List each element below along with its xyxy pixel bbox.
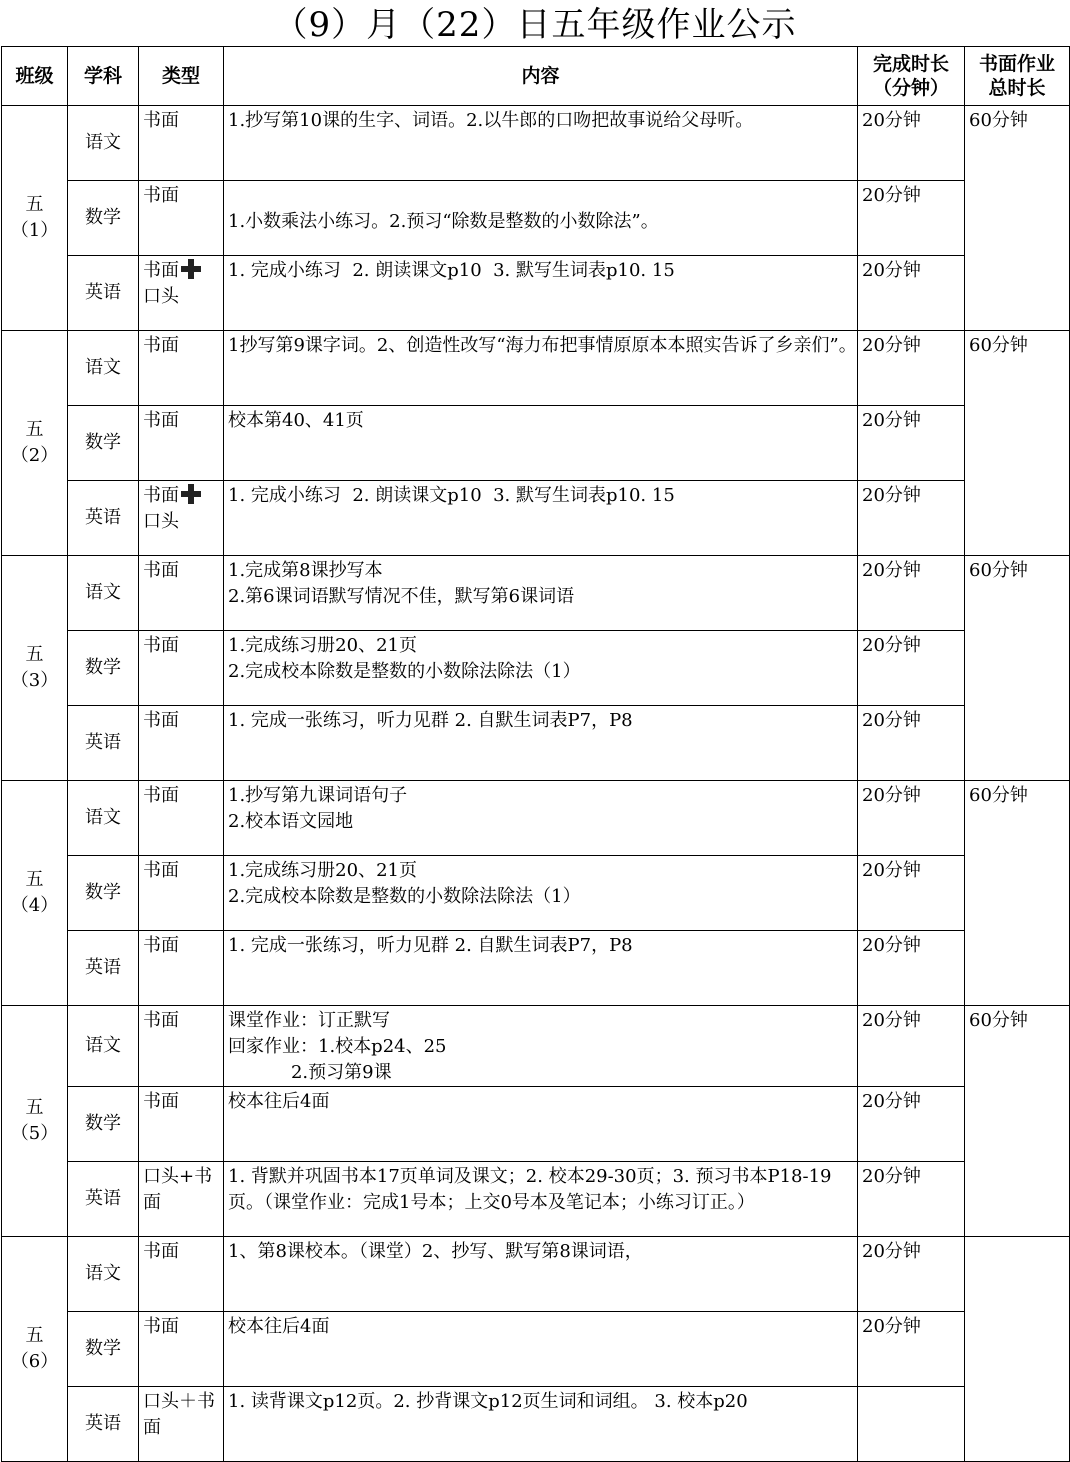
plus-icon <box>181 259 201 279</box>
duration-cell: 20分钟 <box>858 556 965 631</box>
content-cell: 1.抄写第10课的生字、词语。2.以牛郎的口吻把故事说给父母听。 <box>224 106 858 181</box>
table-row <box>2 1312 1070 1387</box>
type-cell: 书面 <box>139 1087 224 1162</box>
content-cell: 课堂作业：订正默写 回家作业：1.校本p24、25 2.预习第9课 <box>224 1006 858 1087</box>
type-cell: 书面 <box>139 706 224 781</box>
class-cell <box>2 331 68 556</box>
subject-cell: 语文 <box>68 331 139 406</box>
table-row <box>2 931 1070 1006</box>
type-cell: 口头+书面 <box>139 1162 224 1237</box>
content-cell: 1. 完成一张练习，听力见群 2. 自默生词表P7，P8 <box>224 706 858 781</box>
header-total <box>965 47 1070 106</box>
subject-cell: 语文 <box>68 1006 139 1087</box>
type-cell <box>139 256 224 331</box>
table-row <box>2 1237 1070 1312</box>
type-cell: 书面 <box>139 331 224 406</box>
table-row <box>2 106 1070 181</box>
subject-cell: 语文 <box>68 781 139 856</box>
content-cell: 1抄写第9课字词。2、创造性改写“海力布把事情原原本本照实告诉了乡亲们”。 <box>224 331 858 406</box>
type-cell: 书面 <box>139 856 224 931</box>
subject-cell: 数学 <box>68 856 139 931</box>
class-number: （5） <box>10 1123 59 1144</box>
class-grade: 五 <box>25 1325 44 1346</box>
header-subject: 学科 <box>68 47 139 106</box>
class-number: （2） <box>10 445 59 466</box>
class-cell <box>2 106 68 331</box>
content-cell: 1.小数乘法小练习。2.预习“除数是整数的小数除法”。 <box>224 181 858 256</box>
content-cell: 1. 完成一张练习，听力见群 2. 自默生词表P7，P8 <box>224 931 858 1006</box>
table-row <box>2 1162 1070 1237</box>
class-grade: 五 <box>25 644 44 665</box>
subject-cell: 英语 <box>68 1162 139 1237</box>
homework-table <box>1 46 1070 1462</box>
header-type: 类型 <box>139 47 224 106</box>
header-class: 班级 <box>2 47 68 106</box>
header-total-line1: 书面作业 <box>978 53 1055 75</box>
type-label: 书面 <box>143 260 179 281</box>
content-cell: 1. 完成小练习 2. 朗读课文p10 3. 默写生词表p10. 15 <box>224 256 858 331</box>
duration-cell: 20分钟 <box>858 631 965 706</box>
type-label-2: 口头 <box>143 511 179 532</box>
class-grade: 五 <box>25 194 44 215</box>
content-cell: 校本往后4面 <box>224 1312 858 1387</box>
type-cell: 书面 <box>139 1006 224 1087</box>
plus-icon <box>181 484 201 504</box>
duration-cell: 20分钟 <box>858 1312 965 1387</box>
duration-cell: 20分钟 <box>858 1237 965 1312</box>
content-cell: 1、第8课校本。（课堂）2、抄写、默写第8课词语， <box>224 1237 858 1312</box>
type-cell: 书面 <box>139 631 224 706</box>
content-cell: 校本第40、41页 <box>224 406 858 481</box>
subject-cell: 数学 <box>68 1087 139 1162</box>
page-title: （9）月（22）日五年级作业公示 <box>273 5 797 45</box>
duration-cell: 20分钟 <box>858 781 965 856</box>
type-cell: 书面 <box>139 406 224 481</box>
table-row <box>2 481 1070 556</box>
class-number: （1） <box>10 220 59 241</box>
subject-cell: 英语 <box>68 256 139 331</box>
subject-cell: 英语 <box>68 481 139 556</box>
content-cell: 1.完成第8课抄写本 2.第6课词语默写情况不佳，默写第6课词语 <box>224 556 858 631</box>
subject-cell: 英语 <box>68 706 139 781</box>
total-cell: 60分钟 <box>965 331 1070 556</box>
header-content: 内容 <box>224 47 858 106</box>
total-cell <box>965 1237 1070 1462</box>
class-grade: 五 <box>25 869 44 890</box>
duration-cell: 20分钟 <box>858 1006 965 1087</box>
table-row <box>2 256 1070 331</box>
table-row <box>2 331 1070 406</box>
duration-cell: 20分钟 <box>858 1087 965 1162</box>
total-cell: 60分钟 <box>965 106 1070 331</box>
content-cell: 1.抄写第九课词语句子 2.校本语文园地 <box>224 781 858 856</box>
header-total-line2: 总时长 <box>988 77 1046 99</box>
duration-cell <box>858 1387 965 1462</box>
class-cell <box>2 781 68 1006</box>
subject-cell: 数学 <box>68 631 139 706</box>
type-cell: 书面 <box>139 106 224 181</box>
header-duration-line2: （分钟） <box>872 77 949 99</box>
header-row <box>2 47 1070 106</box>
table-body <box>2 106 1070 1462</box>
subject-cell: 英语 <box>68 1387 139 1462</box>
header-duration <box>858 47 965 106</box>
duration-cell: 20分钟 <box>858 856 965 931</box>
content-cell: 1. 读背课文p12页。2. 抄背课文p12页生词和词组。 3. 校本p20 <box>224 1387 858 1462</box>
total-cell: 60分钟 <box>965 556 1070 781</box>
type-cell: 书面 <box>139 781 224 856</box>
class-number: （6） <box>10 1351 59 1372</box>
subject-cell: 数学 <box>68 181 139 256</box>
total-cell: 60分钟 <box>965 1006 1070 1237</box>
duration-cell: 20分钟 <box>858 106 965 181</box>
class-number: （4） <box>10 895 59 916</box>
type-cell: 书面 <box>139 931 224 1006</box>
table-row <box>2 631 1070 706</box>
type-label: 书面 <box>143 485 179 506</box>
content-cell: 1. 完成小练习 2. 朗读课文p10 3. 默写生词表p10. 15 <box>224 481 858 556</box>
duration-cell: 20分钟 <box>858 706 965 781</box>
duration-cell: 20分钟 <box>858 481 965 556</box>
content-cell: 1.完成练习册20、21页 2.完成校本除数是整数的小数除法除法（1） <box>224 856 858 931</box>
type-cell: 书面 <box>139 1312 224 1387</box>
content-cell: 1. 背默并巩固书本17页单词及课文；2. 校本29-30页；3. 预习书本P18-19页。（课堂作业：完成1号本；上交0号本及笔记本；小练习订正。） <box>224 1162 858 1237</box>
type-cell: 书面 <box>139 1237 224 1312</box>
total-cell: 60分钟 <box>965 781 1070 1006</box>
table-row <box>2 856 1070 931</box>
subject-cell: 语文 <box>68 556 139 631</box>
header-duration-line1: 完成时长 <box>872 53 949 75</box>
table-row <box>2 706 1070 781</box>
table-row <box>2 406 1070 481</box>
content-cell: 校本往后4面 <box>224 1087 858 1162</box>
content-cell: 1.完成练习册20、21页 2.完成校本除数是整数的小数除法除法（1） <box>224 631 858 706</box>
subject-cell: 数学 <box>68 1312 139 1387</box>
type-cell: 书面 <box>139 181 224 256</box>
class-grade: 五 <box>25 419 44 440</box>
class-grade: 五 <box>25 1097 44 1118</box>
table-row <box>2 781 1070 856</box>
table-row <box>2 1006 1070 1087</box>
table-row <box>2 181 1070 256</box>
subject-cell: 英语 <box>68 931 139 1006</box>
duration-cell: 20分钟 <box>858 331 965 406</box>
type-cell: 书面 <box>139 556 224 631</box>
subject-cell: 语文 <box>68 106 139 181</box>
table-row <box>2 556 1070 631</box>
type-cell <box>139 481 224 556</box>
type-cell: 口头＋书面 <box>139 1387 224 1462</box>
duration-cell: 20分钟 <box>858 256 965 331</box>
class-cell <box>2 1237 68 1462</box>
class-number: （3） <box>10 670 59 691</box>
duration-cell: 20分钟 <box>858 1162 965 1237</box>
type-label-2: 口头 <box>143 286 179 307</box>
subject-cell: 语文 <box>68 1237 139 1312</box>
class-cell <box>2 1006 68 1237</box>
duration-cell: 20分钟 <box>858 181 965 256</box>
subject-cell: 数学 <box>68 406 139 481</box>
table-row <box>2 1087 1070 1162</box>
table-row <box>2 1387 1070 1462</box>
duration-cell: 20分钟 <box>858 406 965 481</box>
class-cell <box>2 556 68 781</box>
duration-cell: 20分钟 <box>858 931 965 1006</box>
